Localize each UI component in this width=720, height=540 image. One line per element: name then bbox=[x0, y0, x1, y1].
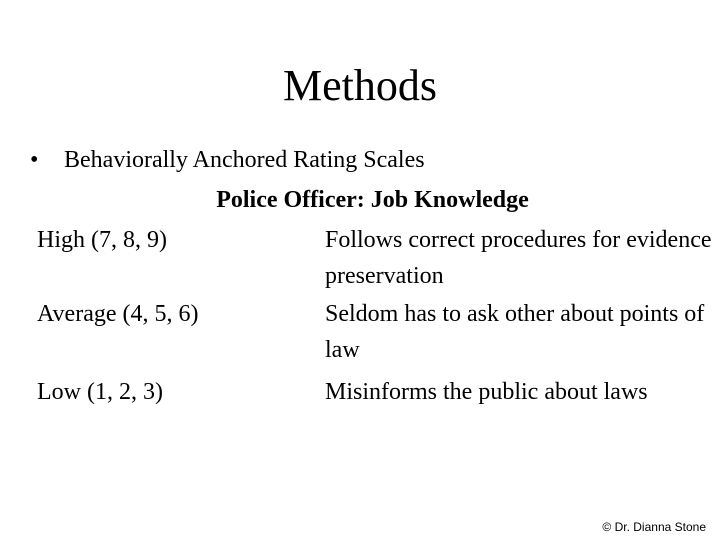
bullet-mark: • bbox=[30, 147, 39, 173]
scale-heading: Police Officer: Job Knowledge bbox=[216, 187, 529, 213]
copyright-notice: © Dr. Dianna Stone bbox=[602, 520, 706, 534]
slide-title: Methods bbox=[283, 61, 437, 110]
level-label-average: Average (4, 5, 6) bbox=[37, 301, 199, 327]
anchor-text-high: Follows correct procedures for evidence preservation bbox=[325, 227, 712, 289]
anchor-text-average: Seldom has to ask other about points of law bbox=[325, 301, 705, 363]
level-label-high: High (7, 8, 9) bbox=[37, 227, 167, 253]
bullet-item bbox=[30, 145, 425, 175]
bullet-text: Behaviorally Anchored Rating Scales bbox=[64, 147, 425, 173]
anchor-text-low: Misinforms the public about laws bbox=[325, 379, 648, 405]
level-label-low: Low (1, 2, 3) bbox=[37, 379, 163, 405]
